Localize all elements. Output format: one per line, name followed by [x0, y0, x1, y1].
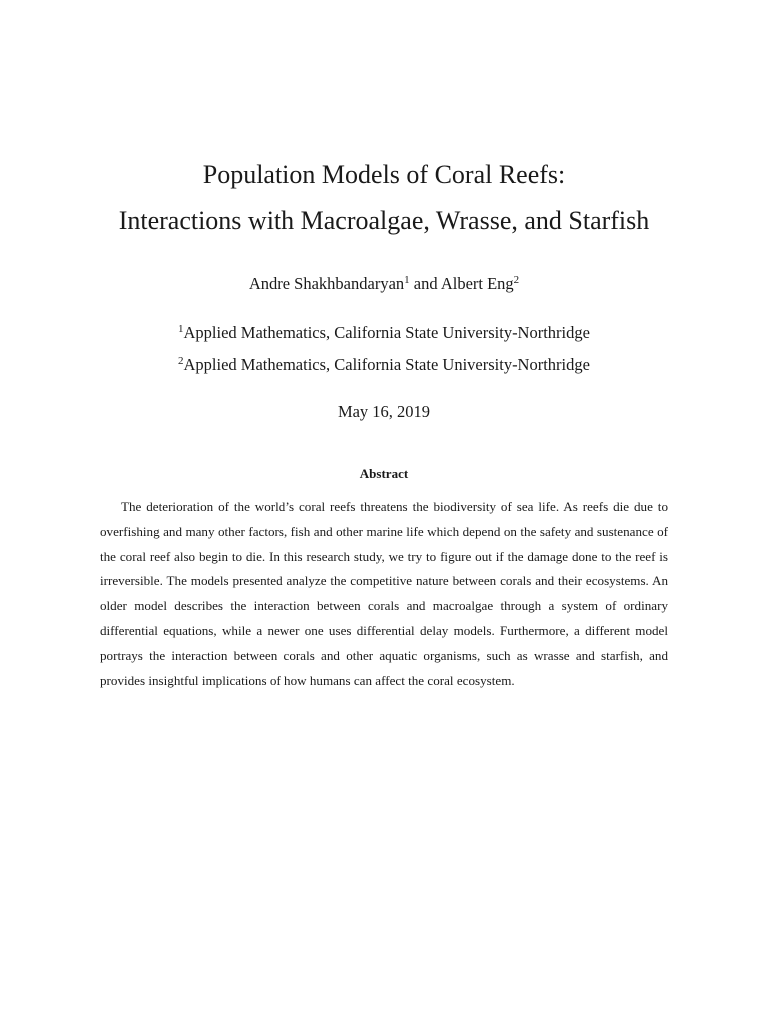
abstract-text: The deterioration of the world’s coral reefs threatens the biodiversity of sea life. As reefs die due to overfishing and many other factors, fish and other marine life which depend on the safety and sustenance of the coral reef also begin to die. In this research study, we try to figure out if the damage done to the reef is irreversible. The models presented analyze the competitive nature between corals and their ecosystems. An older model describes the interaction between corals and macroalgae through a system of ordinary differential equations, while a newer one uses differential delay models. Furthermore, a different model portrays the interaction between corals and other aquatic organisms, such as wrasse and starfish, and provides insightful implications of how humans can affect the coral ecosystem. — [100, 499, 668, 688]
author-affiliation-mark: 2 — [513, 274, 520, 286]
publication-date: May 16, 2019 — [337, 402, 431, 421]
affiliation-line — [0, 317, 768, 349]
affiliation-mark: 2 — [178, 355, 184, 367]
author-affiliation-mark: 1 — [404, 274, 410, 286]
title-line-2: Interactions with Macroalgae, Wrasse, and Starfish — [118, 206, 650, 235]
affiliation-text: Applied Mathematics, California State University-Northridge — [183, 323, 590, 342]
affiliation-text: Applied Mathematics, California State University-Northridge — [183, 355, 590, 374]
affiliation-list — [0, 317, 768, 381]
author-name: Andre Shakhbandaryan — [248, 274, 405, 293]
affiliation-mark: 1 — [178, 323, 184, 335]
paper-title — [0, 152, 768, 244]
affiliation-line — [0, 349, 768, 381]
author-joiner: and — [409, 274, 441, 293]
abstract-heading: Abstract — [359, 466, 409, 481]
title-line-1: Population Models of Coral Reefs: — [202, 160, 566, 189]
author-list — [0, 270, 768, 298]
author-name: Albert Eng — [440, 274, 514, 293]
